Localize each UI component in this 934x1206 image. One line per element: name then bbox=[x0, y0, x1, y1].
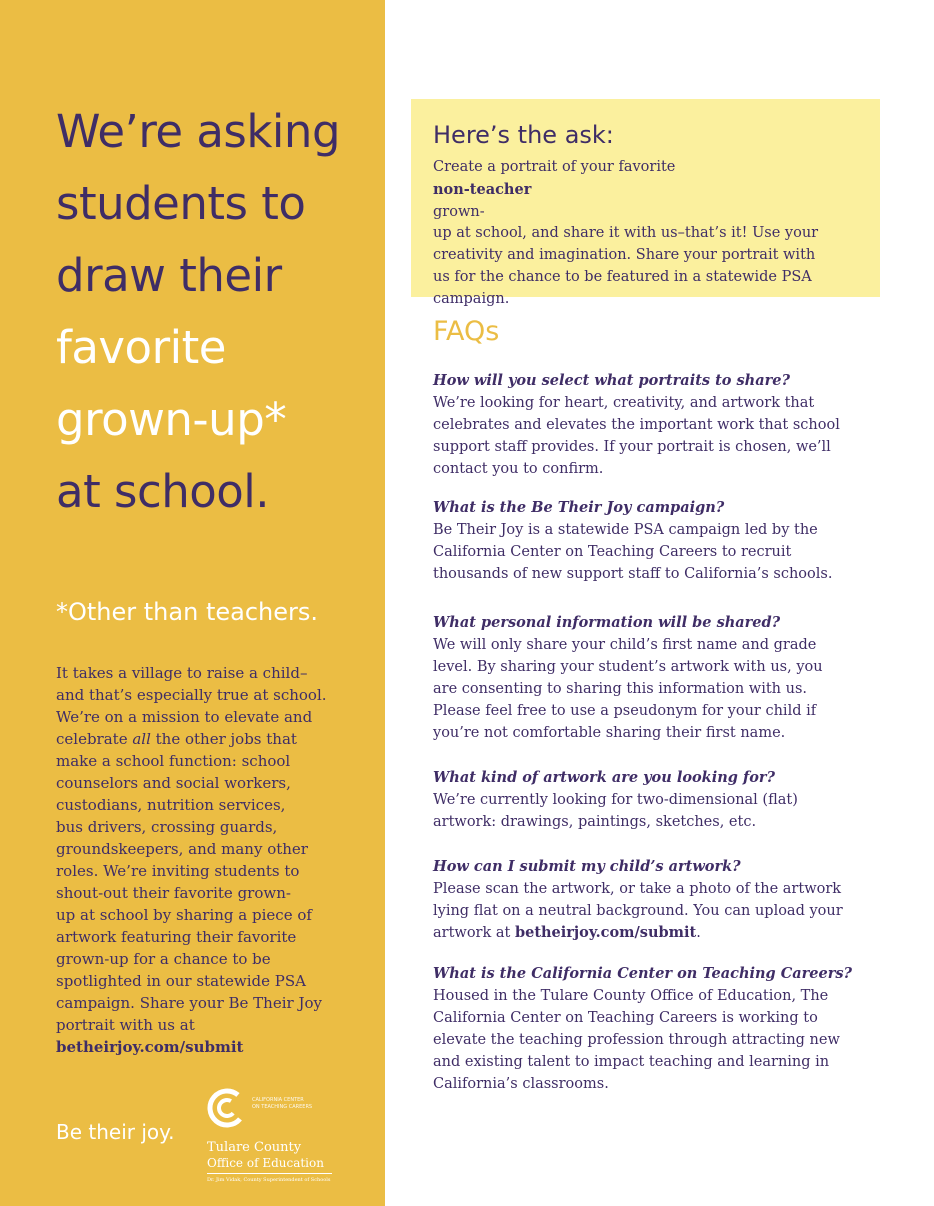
tagline: Be their joy. bbox=[56, 1120, 175, 1144]
ask-text: grown- bbox=[433, 203, 485, 220]
faq-question: How will you select what portraits to share? bbox=[433, 372, 790, 389]
faq-answer-line: contact you to confirm. bbox=[433, 461, 604, 477]
intro-line bbox=[56, 728, 356, 750]
ask-title: Here’s the ask: bbox=[433, 121, 614, 149]
faq-answer-line: California’s classrooms. bbox=[433, 1076, 609, 1092]
intro-line: grown-up for a chance to be bbox=[56, 950, 271, 968]
ask-line: up at school, and share it with us–that’s it! Use your bbox=[433, 225, 819, 242]
faq-answer-line: thousands of new support staff to California’s schools. bbox=[433, 566, 833, 582]
tcoe-logo-line: Tulare County bbox=[207, 1140, 302, 1155]
headline-line: students to bbox=[56, 177, 306, 230]
faq-item bbox=[433, 612, 873, 767]
faq-answer-line: artwork: drawings, paintings, sketches, etc. bbox=[433, 814, 757, 830]
ask-line: campaign. bbox=[433, 290, 510, 307]
intro-line: groundskeepers, and many other bbox=[56, 840, 308, 858]
faq-question: What kind of artwork are you looking for? bbox=[433, 769, 776, 786]
ask-line: us for the chance to be featured in a statewide PSA bbox=[433, 268, 812, 285]
faq-answer-line bbox=[433, 922, 873, 944]
intro-text: the other jobs that bbox=[150, 730, 297, 748]
headline bbox=[56, 96, 376, 528]
intro-line: custodians, nutrition services, bbox=[56, 796, 286, 814]
ask-body bbox=[433, 157, 858, 311]
faq-answer-line: We will only share your child’s first name and grade bbox=[433, 637, 817, 653]
faq-answer-line: We’re currently looking for two-dimensional (flat) bbox=[433, 792, 798, 808]
faq-item bbox=[433, 856, 873, 963]
faq-item bbox=[433, 767, 873, 856]
faq-answer-line: celebrates and elevates the important work that school bbox=[433, 417, 840, 433]
tcoe-logo-line: Office of Education bbox=[207, 1156, 332, 1174]
ask-box bbox=[411, 99, 880, 307]
ccotc-logo-icon bbox=[207, 1088, 247, 1128]
faq-answer-line: support staff provides. If your portrait is chosen, we’ll bbox=[433, 439, 831, 455]
intro-line: shout-out their favorite grown- bbox=[56, 884, 291, 902]
faq-answer-line: elevate the teaching profession through attracting new bbox=[433, 1032, 840, 1048]
footnote: *Other than teachers. bbox=[56, 598, 318, 626]
faq-item bbox=[433, 963, 873, 1095]
faq-item bbox=[433, 370, 873, 480]
ask-emphasis: non-teacher bbox=[433, 180, 532, 198]
faq-answer-line: lying flat on a neutral background. You can upload your bbox=[433, 903, 843, 919]
faq-title: FAQs bbox=[433, 316, 500, 347]
ask-text: Create a portrait of your favorite bbox=[433, 159, 676, 175]
faq-answer-line: California Center on Teaching Careers to recruit bbox=[433, 544, 792, 560]
intro-line: make a school function: school bbox=[56, 752, 291, 770]
headline-line: at school. bbox=[56, 465, 270, 518]
faq-item bbox=[433, 497, 873, 612]
intro-line: spotlighted in our statewide PSA bbox=[56, 972, 307, 990]
faq-answer-line: are consenting to sharing this information with us. bbox=[433, 681, 808, 697]
tcoe-logo-line: Dr. Jim Vidak, County Superintendent of Schools bbox=[207, 1177, 331, 1183]
intro-emphasis: all bbox=[132, 730, 151, 748]
faq-question: How can I submit my child’s artwork? bbox=[433, 858, 741, 875]
faq-question: What personal information will be shared? bbox=[433, 614, 781, 631]
intro-line: artwork featuring their favorite bbox=[56, 928, 297, 946]
headline-line: grown-up* bbox=[56, 393, 287, 446]
intro-line: bus drivers, crossing guards, bbox=[56, 818, 278, 836]
headline-line: draw their bbox=[56, 249, 282, 302]
intro-line: and that’s especially true at school. bbox=[56, 686, 327, 704]
faq-answer-line: California Center on Teaching Careers is working to bbox=[433, 1010, 818, 1026]
intro-line: campaign. Share your Be Their Joy bbox=[56, 994, 322, 1012]
submit-link[interactable]: betheirjoy.com/submit bbox=[56, 1038, 244, 1056]
intro-line: up at school by sharing a piece of bbox=[56, 906, 312, 924]
faq-answer-text: artwork at bbox=[433, 925, 515, 941]
headline-line: favorite bbox=[56, 321, 226, 374]
ask-line: creativity and imagination. Share your portrait with bbox=[433, 247, 816, 264]
tcoe-logo bbox=[207, 1140, 332, 1184]
logo-text-line: ON TEACHING CAREERS bbox=[252, 1104, 313, 1110]
faq-question: What is the Be Their Joy campaign? bbox=[433, 499, 725, 516]
intro-line: counselors and social workers, bbox=[56, 774, 291, 792]
faq-submit-link[interactable]: betheirjoy.com/submit bbox=[514, 924, 697, 941]
faq-answer-text: . bbox=[696, 925, 701, 941]
faq-list bbox=[433, 370, 873, 1095]
intro-text: celebrate bbox=[56, 730, 133, 748]
faq-answer-line: Housed in the Tulare County Office of Education, The bbox=[433, 988, 829, 1004]
faq-answer-line: you’re not comfortable sharing their first name. bbox=[433, 725, 786, 741]
intro-paragraph bbox=[56, 662, 356, 1058]
logo-text-line: CALIFORNIA CENTER bbox=[252, 1097, 304, 1103]
faq-answer-line: level. By sharing your student’s artwork with us, you bbox=[433, 659, 823, 675]
faq-answer-line: Please feel free to use a pseudonym for your child if bbox=[433, 703, 817, 719]
left-panel bbox=[0, 0, 385, 1206]
faq-answer-line: We’re looking for heart, creativity, and artwork that bbox=[433, 395, 815, 411]
ccotc-logo-text bbox=[252, 1097, 332, 1111]
intro-line: It takes a village to raise a child– bbox=[56, 664, 308, 682]
intro-line: portrait with us at bbox=[56, 1016, 195, 1034]
intro-line: We’re on a mission to elevate and bbox=[56, 708, 313, 726]
faq-answer-line: Please scan the artwork, or take a photo of the artwork bbox=[433, 881, 842, 897]
ask-line bbox=[433, 157, 858, 223]
faq-answer-line: Be Their Joy is a statewide PSA campaign led by the bbox=[433, 522, 818, 538]
intro-line: roles. We’re inviting students to bbox=[56, 862, 300, 880]
headline-line: We’re asking bbox=[56, 105, 341, 158]
faq-question: What is the California Center on Teaching Careers? bbox=[433, 965, 853, 982]
faq-answer-line: and existing talent to impact teaching and learning in bbox=[433, 1054, 830, 1070]
